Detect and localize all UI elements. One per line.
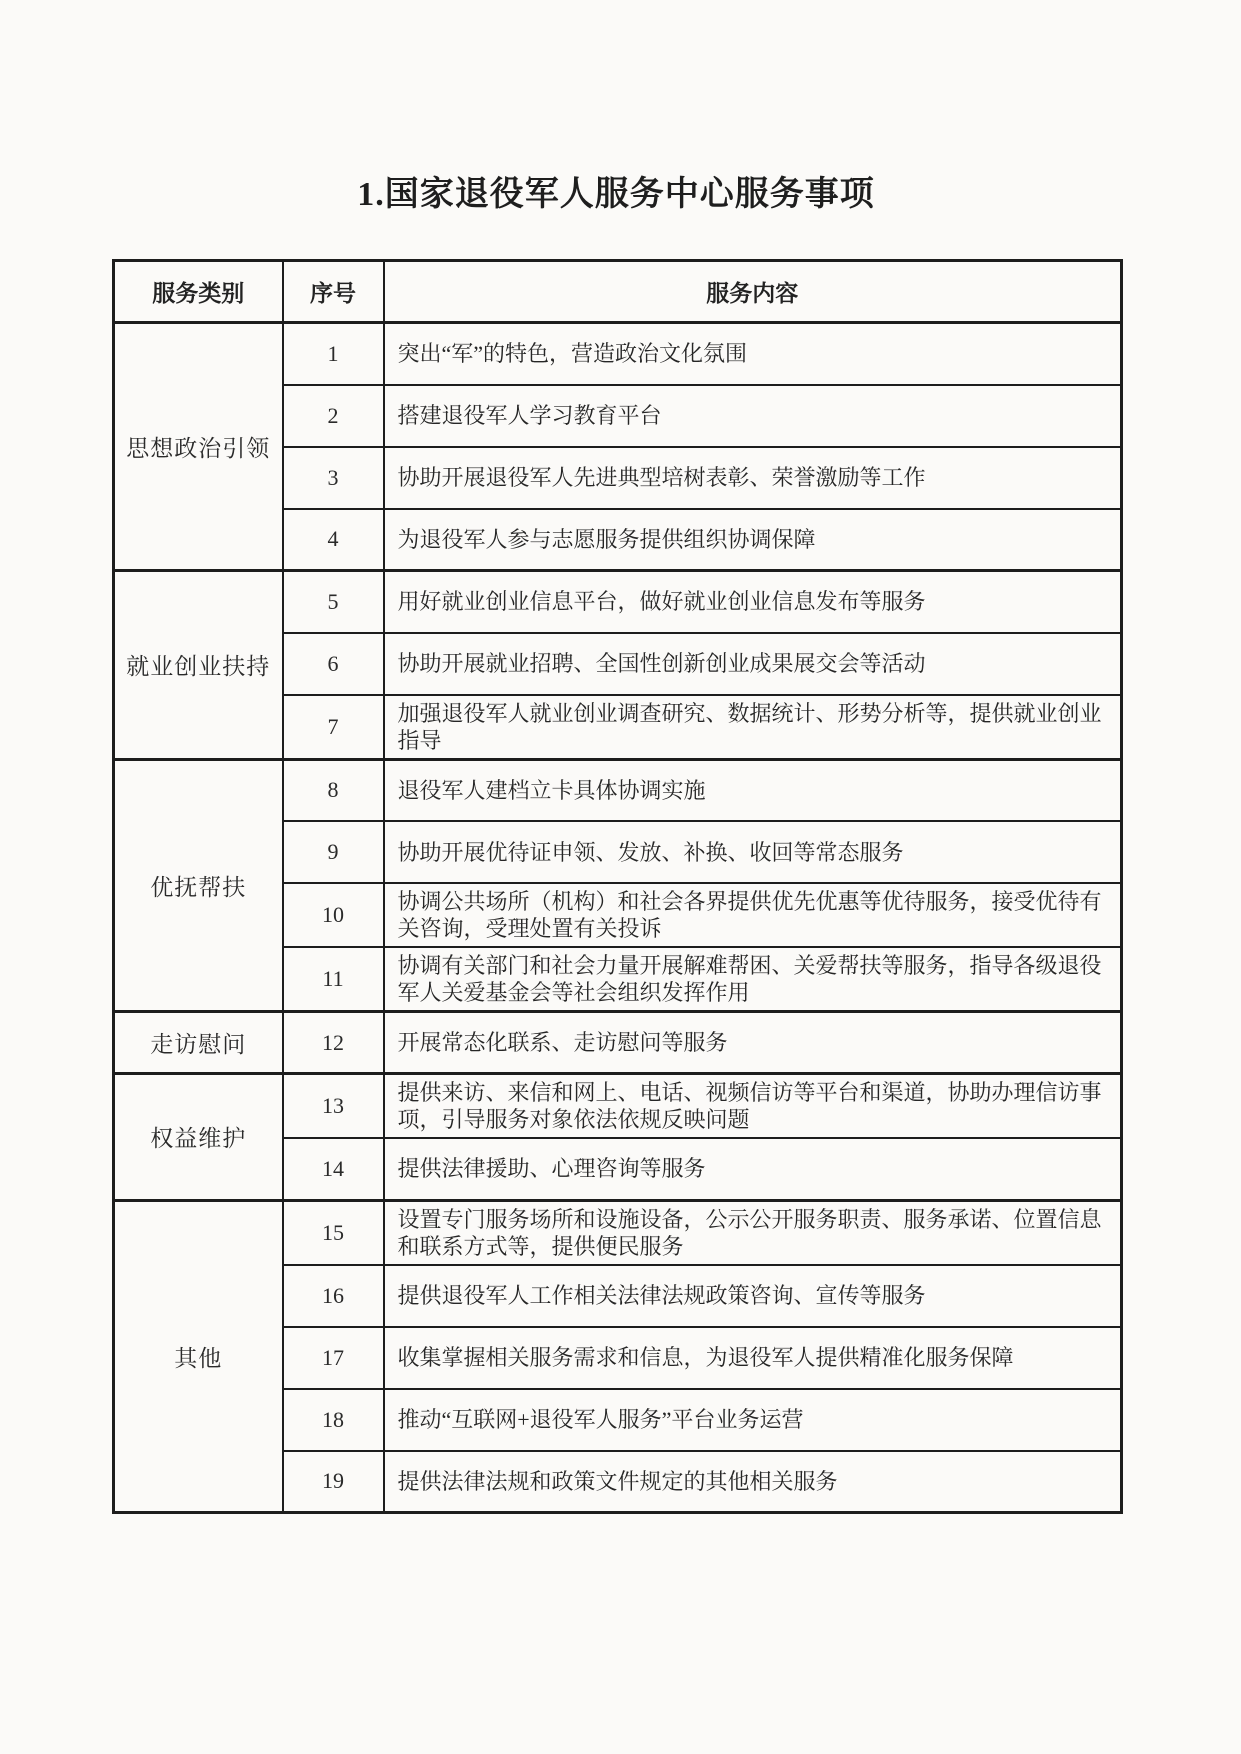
row-content-cell: 设置专门服务场所和设施设备，公示公开服务职责、服务承诺、位置信息和联系方式等，提供便民服务 — [384, 1200, 1122, 1265]
table-row — [114, 1074, 1122, 1139]
row-number-cell: 16 — [283, 1265, 384, 1327]
row-number-cell: 9 — [283, 821, 384, 883]
row-number-cell: 15 — [283, 1200, 384, 1265]
row-number-cell: 14 — [283, 1138, 384, 1200]
row-number-cell: 5 — [283, 571, 384, 633]
row-content-cell: 协调公共场所（机构）和社会各界提供优先优惠等优待服务，接受优待有关咨询，受理处置有关投诉 — [384, 883, 1122, 947]
row-number-cell: 13 — [283, 1074, 384, 1139]
row-number-cell: 6 — [283, 633, 384, 695]
row-number-cell: 8 — [283, 759, 384, 821]
row-content-cell: 提供退役军人工作相关法律法规政策咨询、宣传等服务 — [384, 1265, 1122, 1327]
row-number-cell: 10 — [283, 883, 384, 947]
row-content-cell: 为退役军人参与志愿服务提供组织协调保障 — [384, 509, 1122, 571]
row-number-cell: 11 — [283, 947, 384, 1012]
row-content-cell: 突出“军”的特色，营造政治文化氛围 — [384, 323, 1122, 385]
table-row — [114, 759, 1122, 821]
table-header-row — [114, 261, 1122, 323]
row-content-cell: 收集掌握相关服务需求和信息，为退役军人提供精准化服务保障 — [384, 1327, 1122, 1389]
row-number-cell: 1 — [283, 323, 384, 385]
row-number-cell: 12 — [283, 1012, 384, 1074]
row-content-cell: 协调有关部门和社会力量开展解难帮困、关爱帮扶等服务，指导各级退役军人关爱基金会等社会组织发挥作用 — [384, 947, 1122, 1012]
row-content-cell: 用好就业创业信息平台，做好就业创业信息发布等服务 — [384, 571, 1122, 633]
header-content: 服务内容 — [384, 261, 1122, 323]
table-row — [114, 1200, 1122, 1265]
row-number-cell: 7 — [283, 695, 384, 760]
row-number-cell: 3 — [283, 447, 384, 509]
row-number-cell: 2 — [283, 385, 384, 447]
row-content-cell: 加强退役军人就业创业调查研究、数据统计、形势分析等，提供就业创业指导 — [384, 695, 1122, 760]
category-cell: 思想政治引领 — [114, 323, 283, 571]
row-number-cell: 19 — [283, 1451, 384, 1513]
category-cell: 其他 — [114, 1200, 283, 1513]
category-cell: 走访慰问 — [114, 1012, 283, 1074]
row-content-cell: 提供法律法规和政策文件规定的其他相关服务 — [384, 1451, 1122, 1513]
row-number-cell: 17 — [283, 1327, 384, 1389]
row-content-cell: 协助开展优待证申领、发放、补换、收回等常态服务 — [384, 821, 1122, 883]
row-content-cell: 提供法律援助、心理咨询等服务 — [384, 1138, 1122, 1200]
header-no: 序号 — [283, 261, 384, 323]
page-title: 1.国家退役军人服务中心服务事项 — [357, 176, 875, 213]
table-row — [114, 571, 1122, 633]
row-content-cell: 提供来访、来信和网上、电话、视频信访等平台和渠道，协助办理信访事项，引导服务对象依法依规反映问题 — [384, 1074, 1122, 1139]
row-content-cell: 搭建退役军人学习教育平台 — [384, 385, 1122, 447]
row-content-cell: 推动“互联网+退役军人服务”平台业务运营 — [384, 1389, 1122, 1451]
table-row — [114, 1012, 1122, 1074]
row-number-cell: 4 — [283, 509, 384, 571]
category-cell: 就业创业扶持 — [114, 571, 283, 760]
row-content-cell: 协助开展就业招聘、全国性创新创业成果展交会等活动 — [384, 633, 1122, 695]
category-cell: 权益维护 — [114, 1074, 283, 1201]
document-page — [112, 0, 1120, 1514]
row-number-cell: 18 — [283, 1389, 384, 1451]
row-content-cell: 退役军人建档立卡具体协调实施 — [384, 759, 1122, 821]
row-content-cell: 开展常态化联系、走访慰问等服务 — [384, 1012, 1122, 1074]
header-category: 服务类别 — [114, 261, 283, 323]
row-content-cell: 协助开展退役军人先进典型培树表彰、荣誉激励等工作 — [384, 447, 1122, 509]
category-cell: 优抚帮扶 — [114, 759, 283, 1012]
table-row — [114, 323, 1122, 385]
service-items-table — [112, 259, 1123, 1514]
